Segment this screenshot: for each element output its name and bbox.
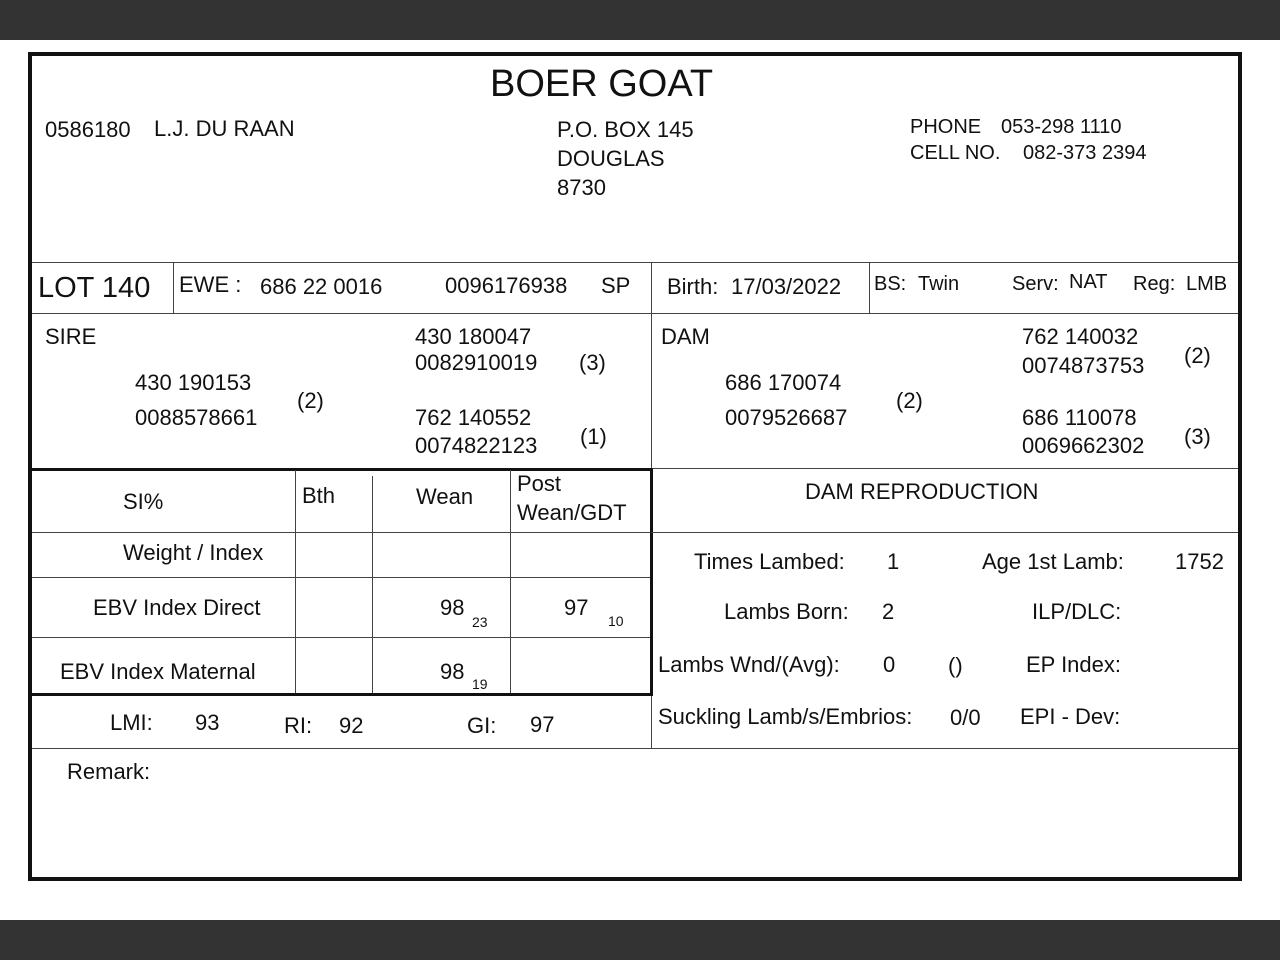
suckling-label: Suckling Lamb/s/Embrios:	[658, 704, 913, 729]
direct-wean-value: 98	[440, 595, 465, 620]
col-post-1: Post	[517, 471, 562, 496]
address-line-2: DOUGLAS	[557, 146, 665, 171]
dam-sire-reg: 0074873753	[1022, 353, 1145, 378]
si-table-right	[650, 468, 653, 696]
lambs-born-value: 2	[882, 599, 895, 624]
ewe-id: 686 22 0016	[260, 274, 383, 299]
dam-repro-divider	[651, 532, 1238, 533]
lambs-born-label: Lambs Born:	[724, 599, 849, 624]
dam-reg: 0079526687	[725, 405, 848, 430]
goat-record-card	[28, 52, 1242, 881]
col-post-2: Wean/GDT	[517, 500, 627, 525]
dam-sire-grade: (2)	[1184, 343, 1211, 368]
ep-index-label: EP Index:	[1026, 652, 1121, 677]
sire-dam-grade: (1)	[580, 424, 607, 449]
sire-dam-reg: 0074822123	[415, 433, 538, 458]
si-header: SI%	[123, 489, 164, 514]
si-row-1	[32, 532, 650, 533]
reg-value: LMB	[1186, 273, 1228, 295]
lambs-wnd-value: 0	[883, 652, 896, 677]
dam-sire-id: 762 140032	[1022, 324, 1139, 349]
dam-repro-left	[651, 696, 652, 748]
epi-dev-label: EPI - Dev:	[1020, 704, 1121, 729]
dam-dam-grade: (3)	[1184, 424, 1211, 449]
col-bth: Bth	[302, 483, 336, 508]
direct-post-sub: 10	[608, 613, 624, 629]
lot-label: LOT 140	[38, 272, 151, 304]
cell-value: 082-373 2394	[1023, 142, 1147, 164]
birth-label: Birth:	[667, 274, 719, 299]
gi-value: 97	[530, 712, 555, 737]
bottom-dark-band	[0, 920, 1280, 960]
age-first-lamb-label: Age 1st Lamb:	[982, 549, 1124, 574]
reg-label: Reg:	[1133, 273, 1176, 295]
ewe-class: SP	[601, 273, 631, 298]
row-ebv-maternal: EBV Index Maternal	[60, 659, 256, 684]
divider-lot-ewe	[173, 262, 174, 313]
dam-label: DAM	[661, 324, 710, 349]
row-weight-index: Weight / Index	[123, 540, 264, 565]
card-title: BOER GOAT	[490, 63, 714, 105]
suckling-value: 0/0	[950, 705, 981, 730]
birth-date: 17/03/2022	[731, 274, 842, 299]
sire-reg: 0088578661	[135, 405, 258, 430]
serv-value: NAT	[1069, 271, 1108, 293]
row-ebv-direct: EBV Index Direct	[93, 595, 261, 620]
si-row-2	[32, 577, 650, 578]
owner-name: L.J. DU RAAN	[154, 116, 295, 141]
top-dark-band	[0, 0, 1280, 40]
dam-id: 686 170074	[725, 370, 842, 395]
divider-ewe-birth	[651, 262, 652, 313]
dam-repro-title: DAM REPRODUCTION	[805, 479, 1039, 504]
ewe-label: EWE :	[179, 272, 242, 297]
sire-sire-reg: 0082910019	[415, 350, 538, 375]
col-wean: Wean	[416, 484, 474, 509]
age-first-lamb-value: 1752	[1175, 549, 1224, 574]
bs-label: BS:	[874, 273, 907, 295]
si-row-3	[32, 637, 650, 638]
divider-lot-bottom	[32, 313, 1238, 314]
sire-sire-id: 430 180047	[415, 324, 532, 349]
divider-birth-bs	[869, 262, 870, 313]
si-col-2	[372, 476, 373, 693]
ri-label: RI:	[284, 713, 313, 738]
address-line-3: 8730	[557, 175, 606, 200]
dam-grade: (2)	[896, 388, 923, 413]
sire-id: 430 190153	[135, 370, 252, 395]
maternal-wean-value: 98	[440, 659, 465, 684]
divider-remark-top	[32, 748, 1238, 749]
dam-dam-reg: 0069662302	[1022, 433, 1145, 458]
ri-value: 92	[339, 713, 364, 738]
lmi-value: 93	[195, 710, 220, 735]
owner-id: 0586180	[45, 117, 131, 142]
sire-label: SIRE	[45, 324, 97, 349]
times-lambed-value: 1	[887, 549, 900, 574]
maternal-wean-sub: 19	[472, 676, 488, 692]
divider-sire-dam	[651, 313, 652, 469]
sire-grade: (2)	[297, 388, 324, 413]
address-line-1: P.O. BOX 145	[557, 117, 694, 142]
gi-label: GI:	[467, 713, 497, 738]
direct-wean-sub: 23	[472, 614, 488, 630]
sire-dam-id: 762 140552	[415, 405, 532, 430]
serv-label: Serv:	[1012, 273, 1059, 295]
si-col-1	[295, 470, 296, 693]
ilp-dlc-label: ILP/DLC:	[1032, 599, 1122, 624]
lambs-wnd-avg: ()	[948, 653, 963, 678]
cell-label: CELL NO.	[910, 142, 1001, 164]
lambs-wnd-label: Lambs Wnd/(Avg):	[658, 652, 840, 677]
times-lambed-label: Times Lambed:	[694, 549, 845, 574]
sire-sire-grade: (3)	[579, 350, 606, 375]
ewe-reg: 0096176938	[445, 273, 568, 298]
divider-lot-top	[32, 262, 1238, 263]
si-col-3	[510, 470, 511, 693]
dam-dam-id: 686 110078	[1022, 405, 1137, 430]
direct-post-value: 97	[564, 595, 589, 620]
phone-value: 053-298 1110	[1001, 116, 1122, 138]
lmi-label: LMI:	[110, 710, 153, 735]
bs-value: Twin	[918, 273, 960, 295]
si-table-bottom	[32, 693, 652, 696]
remark-label: Remark:	[67, 759, 151, 784]
divider-pedigree-bottom	[651, 468, 1238, 469]
phone-label: PHONE	[910, 116, 982, 138]
